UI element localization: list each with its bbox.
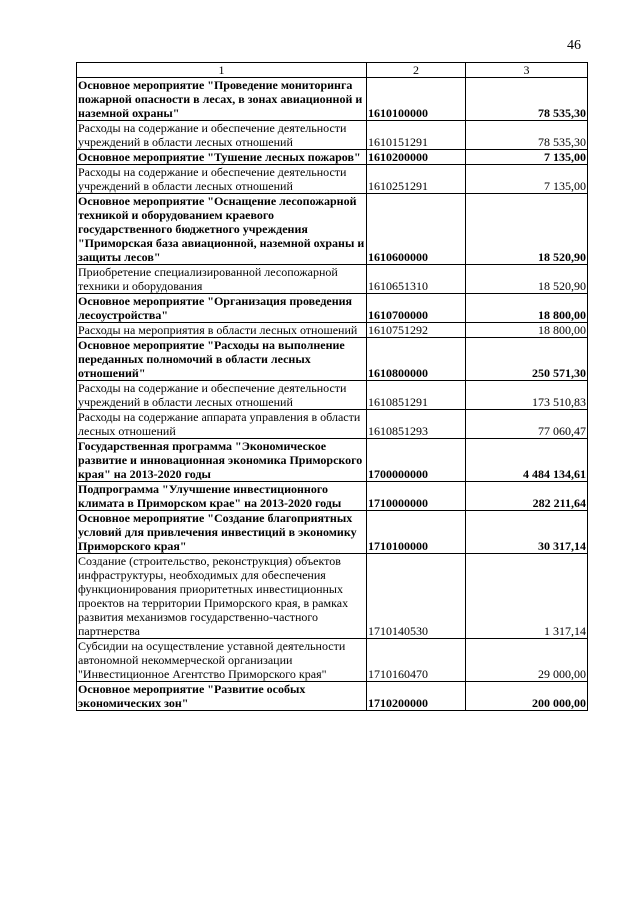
row-code-cell: 1710140530 <box>367 554 466 639</box>
row-amount-cell: 18 800,00 <box>466 323 588 338</box>
row-code-cell: 1610800000 <box>367 338 466 381</box>
table-row <box>77 165 588 194</box>
row-code-cell: 1710200000 <box>367 682 466 711</box>
table-row <box>77 682 588 711</box>
budget-table <box>76 62 588 711</box>
row-name-cell: Создание (строительство, реконструкция) объектов инфраструктуры, необходимых для обеспечения функционирования приоритетных инвестиционных проектов на территории Приморского края, в рамках развития механизмов государственно-частного партнерства <box>77 554 367 639</box>
column-header-1: 1 <box>77 63 367 78</box>
column-header-3: 3 <box>466 63 588 78</box>
row-name-cell: Приобретение специализированной лесопожарной техники и оборудования <box>77 265 367 294</box>
row-amount-cell: 200 000,00 <box>466 682 588 711</box>
row-code-cell: 1610251291 <box>367 165 466 194</box>
table-row <box>77 78 588 121</box>
row-name-cell: Основное мероприятие "Расходы на выполнение переданных полномочий в области лесных отношений" <box>77 338 367 381</box>
row-name-cell: Расходы на мероприятия в области лесных отношений <box>77 323 367 338</box>
row-name-cell: Расходы на содержание и обеспечение деятельности учреждений в области лесных отношений <box>77 381 367 410</box>
row-amount-cell: 77 060,47 <box>466 410 588 439</box>
row-amount-cell: 282 211,64 <box>466 482 588 511</box>
row-name-cell: Основное мероприятие "Оснащение лесопожарной техникой и оборудованием краевого государственного бюджетного учреждения "Приморская база авиационной, наземной охраны и защиты лесов" <box>77 194 367 265</box>
row-amount-cell: 78 535,30 <box>466 121 588 150</box>
table-row <box>77 554 588 639</box>
row-name-cell: Основное мероприятие "Тушение лесных пожаров" <box>77 150 367 165</box>
table-header-row <box>77 63 588 78</box>
row-name-cell: Расходы на содержание и обеспечение деятельности учреждений в области лесных отношений <box>77 121 367 150</box>
table-row <box>77 265 588 294</box>
row-amount-cell: 250 571,30 <box>466 338 588 381</box>
row-amount-cell: 1 317,14 <box>466 554 588 639</box>
row-code-cell: 1610700000 <box>367 294 466 323</box>
table-row <box>77 150 588 165</box>
row-code-cell: 1610651310 <box>367 265 466 294</box>
row-code-cell: 1610100000 <box>367 78 466 121</box>
row-code-cell: 1700000000 <box>367 439 466 482</box>
row-name-cell: Основное мероприятие "Развитие особых экономических зон" <box>77 682 367 711</box>
row-name-cell: Основное мероприятие "Проведение мониторинга пожарной опасности в лесах, в зонах авиационной и наземной охраны" <box>77 78 367 121</box>
row-name-cell: Основное мероприятие "Создание благоприятных условий для привлечения инвестиций в экономику Приморского края" <box>77 511 367 554</box>
row-code-cell: 1710160470 <box>367 639 466 682</box>
table-row <box>77 482 588 511</box>
row-name-cell: Основное мероприятие "Организация проведения лесоустройства" <box>77 294 367 323</box>
row-name-cell: Государственная программа "Экономическое развитие и инновационная экономика Приморского края" на 2013-2020 годы <box>77 439 367 482</box>
table-row <box>77 511 588 554</box>
row-amount-cell: 30 317,14 <box>466 511 588 554</box>
table-row <box>77 439 588 482</box>
row-amount-cell: 18 800,00 <box>466 294 588 323</box>
table-row <box>77 294 588 323</box>
row-amount-cell: 4 484 134,61 <box>466 439 588 482</box>
table-row <box>77 121 588 150</box>
column-header-2: 2 <box>367 63 466 78</box>
row-code-cell: 1610851291 <box>367 381 466 410</box>
row-amount-cell: 78 535,30 <box>466 78 588 121</box>
row-code-cell: 1610851293 <box>367 410 466 439</box>
page-number: 46 <box>567 38 581 53</box>
row-amount-cell: 7 135,00 <box>466 150 588 165</box>
table-row <box>77 194 588 265</box>
row-code-cell: 1610751292 <box>367 323 466 338</box>
table-row <box>77 381 588 410</box>
row-amount-cell: 18 520,90 <box>466 194 588 265</box>
row-name-cell: Субсидии на осуществление уставной деятельности автономной некоммерческой организации "Инвестиционное Агентство Приморского края" <box>77 639 367 682</box>
row-code-cell: 1710000000 <box>367 482 466 511</box>
row-amount-cell: 173 510,83 <box>466 381 588 410</box>
table-row <box>77 338 588 381</box>
row-code-cell: 1710100000 <box>367 511 466 554</box>
row-name-cell: Расходы на содержание и обеспечение деятельности учреждений в области лесных отношений <box>77 165 367 194</box>
row-code-cell: 1610600000 <box>367 194 466 265</box>
row-amount-cell: 18 520,90 <box>466 265 588 294</box>
row-code-cell: 1610200000 <box>367 150 466 165</box>
table-row <box>77 639 588 682</box>
row-name-cell: Расходы на содержание аппарата управления в области лесных отношений <box>77 410 367 439</box>
row-amount-cell: 7 135,00 <box>466 165 588 194</box>
row-code-cell: 1610151291 <box>367 121 466 150</box>
table-row <box>77 323 588 338</box>
row-amount-cell: 29 000,00 <box>466 639 588 682</box>
row-name-cell: Подпрограмма "Улучшение инвестиционного климата в Приморском крае" на 2013-2020 годы <box>77 482 367 511</box>
table-row <box>77 410 588 439</box>
